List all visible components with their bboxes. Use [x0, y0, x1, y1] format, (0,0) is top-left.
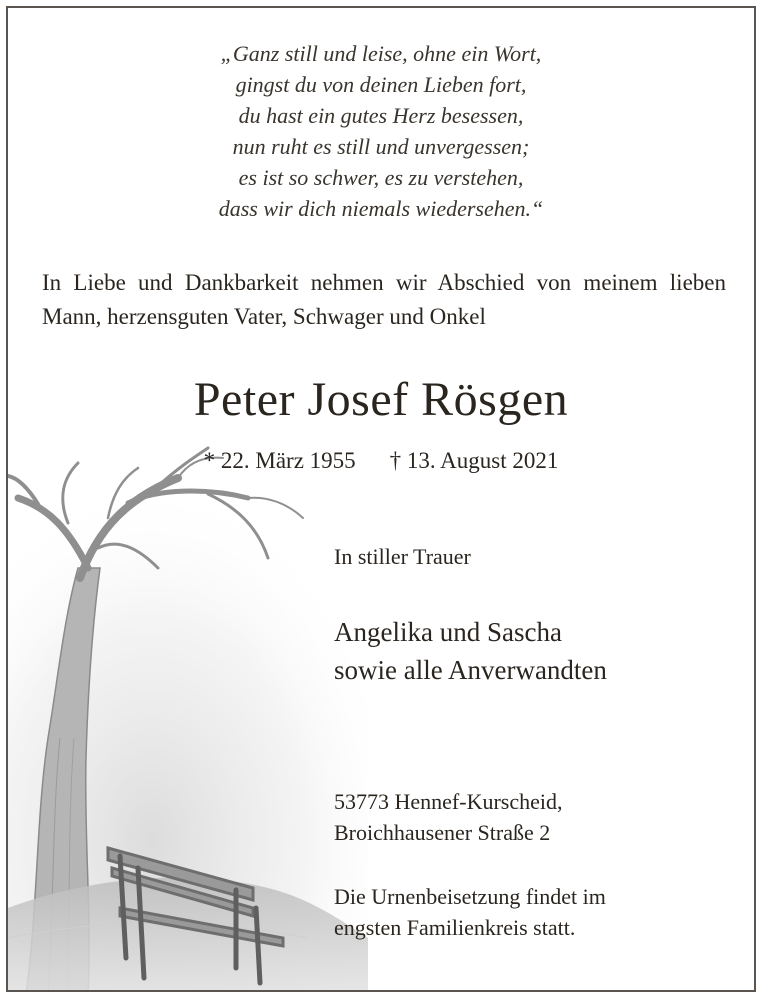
tree-bench-illustration: [8, 438, 368, 992]
death-date: † 13. August 2021: [389, 448, 559, 473]
poem-line: nun ruht es still und unvergessen;: [232, 134, 530, 159]
family-line: sowie alle Anverwandten: [334, 655, 607, 685]
obituary-frame: [6, 6, 756, 992]
birth-date: * 22. März 1955: [203, 448, 356, 473]
poem-line: du hast ein gutes Herz besessen,: [238, 103, 524, 128]
poem-line: es ist so schwer, es zu verstehen,: [238, 165, 524, 190]
poem: [8, 38, 754, 224]
note-line: engsten Familienkreis statt.: [334, 915, 576, 940]
poem-line: „Ganz still und leise, ohne ein Wort,: [220, 41, 542, 66]
family-line: Angelika und Sascha: [334, 617, 562, 647]
burial-note: [334, 881, 606, 943]
address-line: 53773 Hennef-Kurscheid,: [334, 789, 563, 814]
intro-text: In Liebe und Dankbarkeit nehmen wir Abschied von meinem lieben Mann, herzensguten Vater, Schwager und Onkel: [42, 270, 726, 329]
mourning-line: In stiller Trauer: [334, 544, 471, 569]
address-line: Broichhausener Straße 2: [334, 820, 551, 845]
deceased-name: Peter Josef Rösgen: [193, 373, 569, 426]
poem-line: gingst du von deinen Lieben fort,: [235, 72, 527, 97]
address: [334, 786, 563, 848]
poem-line: dass wir dich niemals wiedersehen.“: [218, 196, 544, 221]
note-line: Die Urnenbeisetzung findet im: [334, 884, 606, 909]
family-names: [334, 613, 607, 689]
life-dates: [8, 448, 754, 474]
